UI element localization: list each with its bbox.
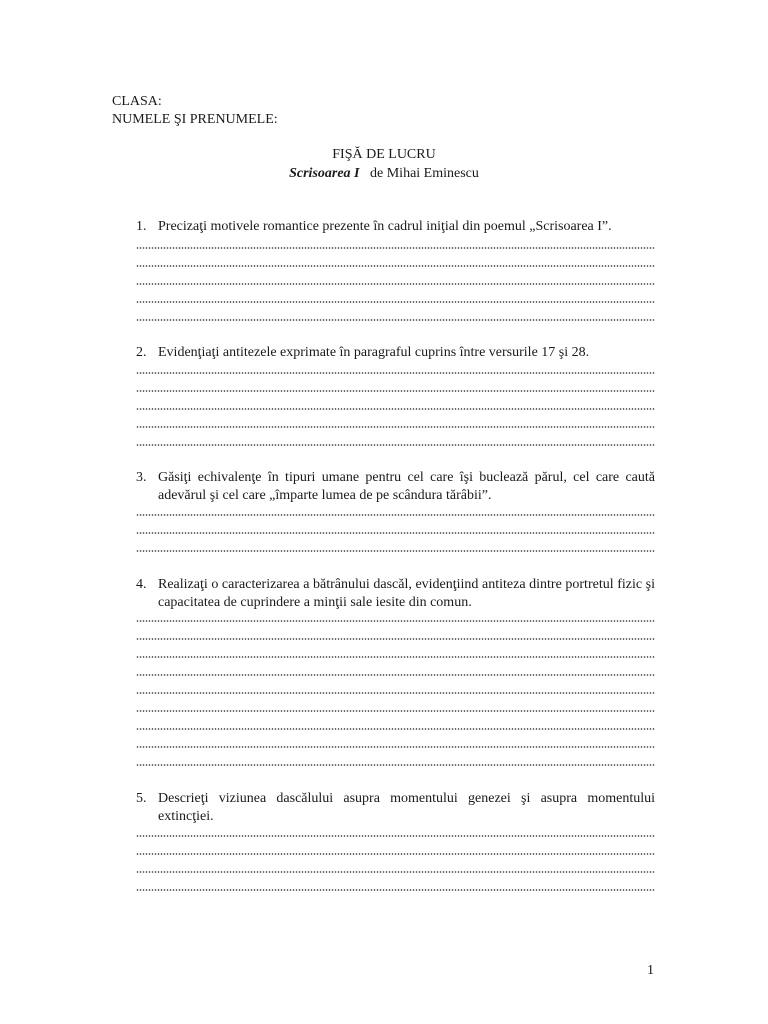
question-3 bbox=[136, 469, 655, 505]
question-text bbox=[136, 469, 655, 505]
work-author: de Mihai Eminescu bbox=[370, 166, 479, 181]
answer-line[interactable] bbox=[136, 265, 655, 267]
question-text bbox=[136, 218, 655, 236]
answer-line[interactable] bbox=[136, 247, 655, 249]
answer-line[interactable] bbox=[136, 620, 655, 622]
answer-line[interactable] bbox=[136, 764, 655, 766]
question-prompt: Precizaţi motivele romantice prezente în cadrul iniţial din poemul „Scrisoarea I”. bbox=[158, 219, 612, 234]
answer-line[interactable] bbox=[136, 710, 655, 712]
answer-line[interactable] bbox=[136, 390, 655, 392]
answer-line[interactable] bbox=[136, 692, 655, 694]
question-1 bbox=[136, 218, 655, 236]
question-5 bbox=[136, 790, 655, 826]
answer-line[interactable] bbox=[136, 656, 655, 658]
question-prompt: Găsiţi echivalenţe în tipuri umane pentru cel care îşi buclează părul, cel care caută adevărul şi cel care „împarte lumea de pe scândura tărâbii”. bbox=[158, 470, 655, 503]
question-number: 5. bbox=[136, 791, 147, 806]
question-number: 3. bbox=[136, 470, 147, 485]
worksheet-subtitle bbox=[0, 165, 768, 183]
answer-line[interactable] bbox=[136, 638, 655, 640]
question-prompt: Realizaţi o caracterizarea a bătrânului dascăl, evidenţiind antiteza dintre portretul fizic şi capacitatea de cuprindere a minţii sale iesite din comun. bbox=[158, 577, 655, 610]
question-prompt: Descrieţi viziunea dascălului asupra momentului genezei şi asupra momentului extincţiei. bbox=[158, 791, 655, 824]
answer-line[interactable] bbox=[136, 408, 655, 410]
question-text bbox=[136, 576, 655, 612]
answer-line[interactable] bbox=[136, 871, 655, 873]
page-number: 1 bbox=[647, 963, 654, 978]
answer-line[interactable] bbox=[136, 853, 655, 855]
question-number: 1. bbox=[136, 219, 147, 234]
answer-line[interactable] bbox=[136, 426, 655, 428]
class-label: CLASA: bbox=[112, 94, 162, 109]
question-4 bbox=[136, 576, 655, 612]
answer-line[interactable] bbox=[136, 301, 655, 303]
answer-line[interactable] bbox=[136, 514, 655, 516]
answer-line[interactable] bbox=[136, 444, 655, 446]
worksheet-title: FIŞĂ DE LUCRU bbox=[332, 147, 436, 162]
answer-line[interactable] bbox=[136, 728, 655, 730]
question-text bbox=[136, 344, 655, 362]
answer-line[interactable] bbox=[136, 372, 655, 374]
answer-line[interactable] bbox=[136, 550, 655, 552]
question-text bbox=[136, 790, 655, 826]
answer-line[interactable] bbox=[136, 283, 655, 285]
answer-line[interactable] bbox=[136, 746, 655, 748]
answer-line[interactable] bbox=[136, 319, 655, 321]
name-label: NUMELE ŞI PRENUMELE: bbox=[112, 112, 278, 127]
question-number: 4. bbox=[136, 577, 147, 592]
question-number: 2. bbox=[136, 345, 147, 360]
answer-line[interactable] bbox=[136, 889, 655, 891]
work-title: Scrisoarea I bbox=[289, 166, 360, 181]
answer-line[interactable] bbox=[136, 532, 655, 534]
answer-line[interactable] bbox=[136, 835, 655, 837]
question-prompt: Evidenţiaţi antitezele exprimate în paragraful cuprins între versurile 17 şi 28. bbox=[158, 345, 590, 360]
answer-line[interactable] bbox=[136, 674, 655, 676]
question-2 bbox=[136, 344, 655, 362]
